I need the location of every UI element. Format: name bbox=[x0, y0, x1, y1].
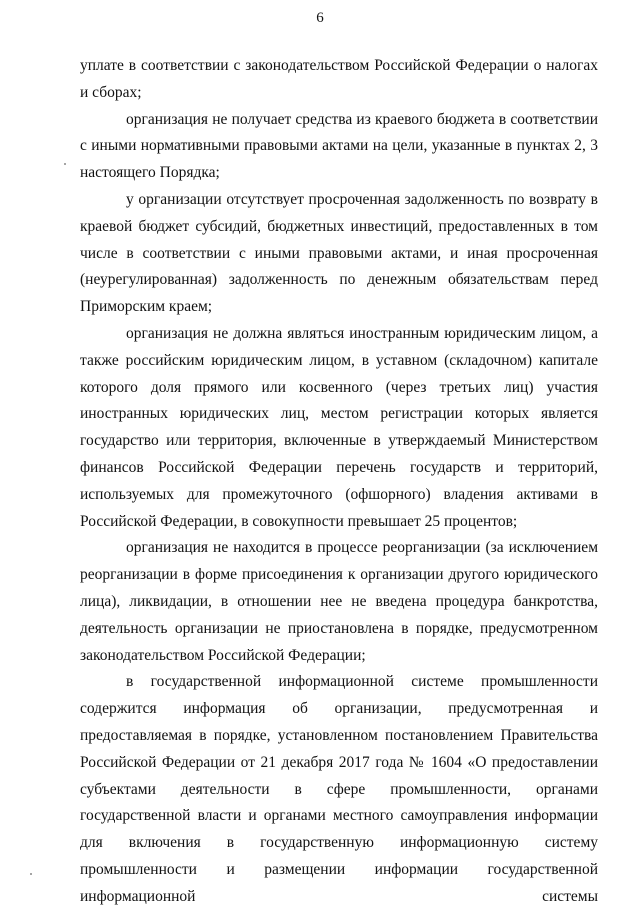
paragraph-information-system: в государственной информационной системе промышленности содержится информация об организации, предусмотренная и предоставляемая в порядке, установленном постановлением Правительства Российской Федерации от 21 декабря 2017 года № 1604 «О предоставлении субъектами деятельности в сфере промышленности, органами государственной власти и органами местного самоуправления информации для включения в государственную информационную систему промышленности и размещении информации государственной информационной системы bbox=[80, 673, 598, 905]
page-number: 6 bbox=[316, 10, 324, 26]
paragraph-tax-compliance: уплате в соответствии с законодательством Российской Федерации о налогах и сборах; bbox=[80, 57, 598, 101]
document-body bbox=[80, 53, 598, 911]
paragraph-foreign-entity: организация не должна являться иностранным юридическим лицом, а также российским юридическим лицом, в уставном (складочном) капитале которого доля прямого или косвенного (через третьих лиц) участия иностранных юридических лиц, местом регистрации которых является государство или территория, включенные в утверждаемый Министерством финансов Российской Федерации перечень государств и территорий, используемых для промежуточного (офшорного) владения активами в Российской Федерации, в совокупности превышает 25 процентов; bbox=[80, 324, 598, 530]
scan-speck-mark bbox=[30, 873, 32, 875]
scan-speck-mark bbox=[64, 163, 66, 165]
paragraph-reorganization: организация не находится в процессе реорганизации (за исключением реорганизации в форме присоединения к организации другого юридического лица), ликвидации, в отношении нее не введена процедура банкротства, деятельность организации не приостановлена в порядке, предусмотренном законодательством Российской Федерации; bbox=[80, 539, 598, 664]
paragraph-budget-funds: организация не получает средства из краевого бюджета в соответствии с иными нормативными правовыми актами на цели, указанные в пунктах 2, 3 настоящего Порядка; bbox=[80, 110, 598, 182]
paragraph-overdue-debt: у организации отсутствует просроченная задолженность по возврату в краевой бюджет субсидий, бюджетных инвестиций, предоставленных в том числе в соответствии с иными правовыми актами, и иная просроченная (неурегулированная) задолженность по денежным обязательствам перед Приморским краем; bbox=[80, 190, 598, 316]
